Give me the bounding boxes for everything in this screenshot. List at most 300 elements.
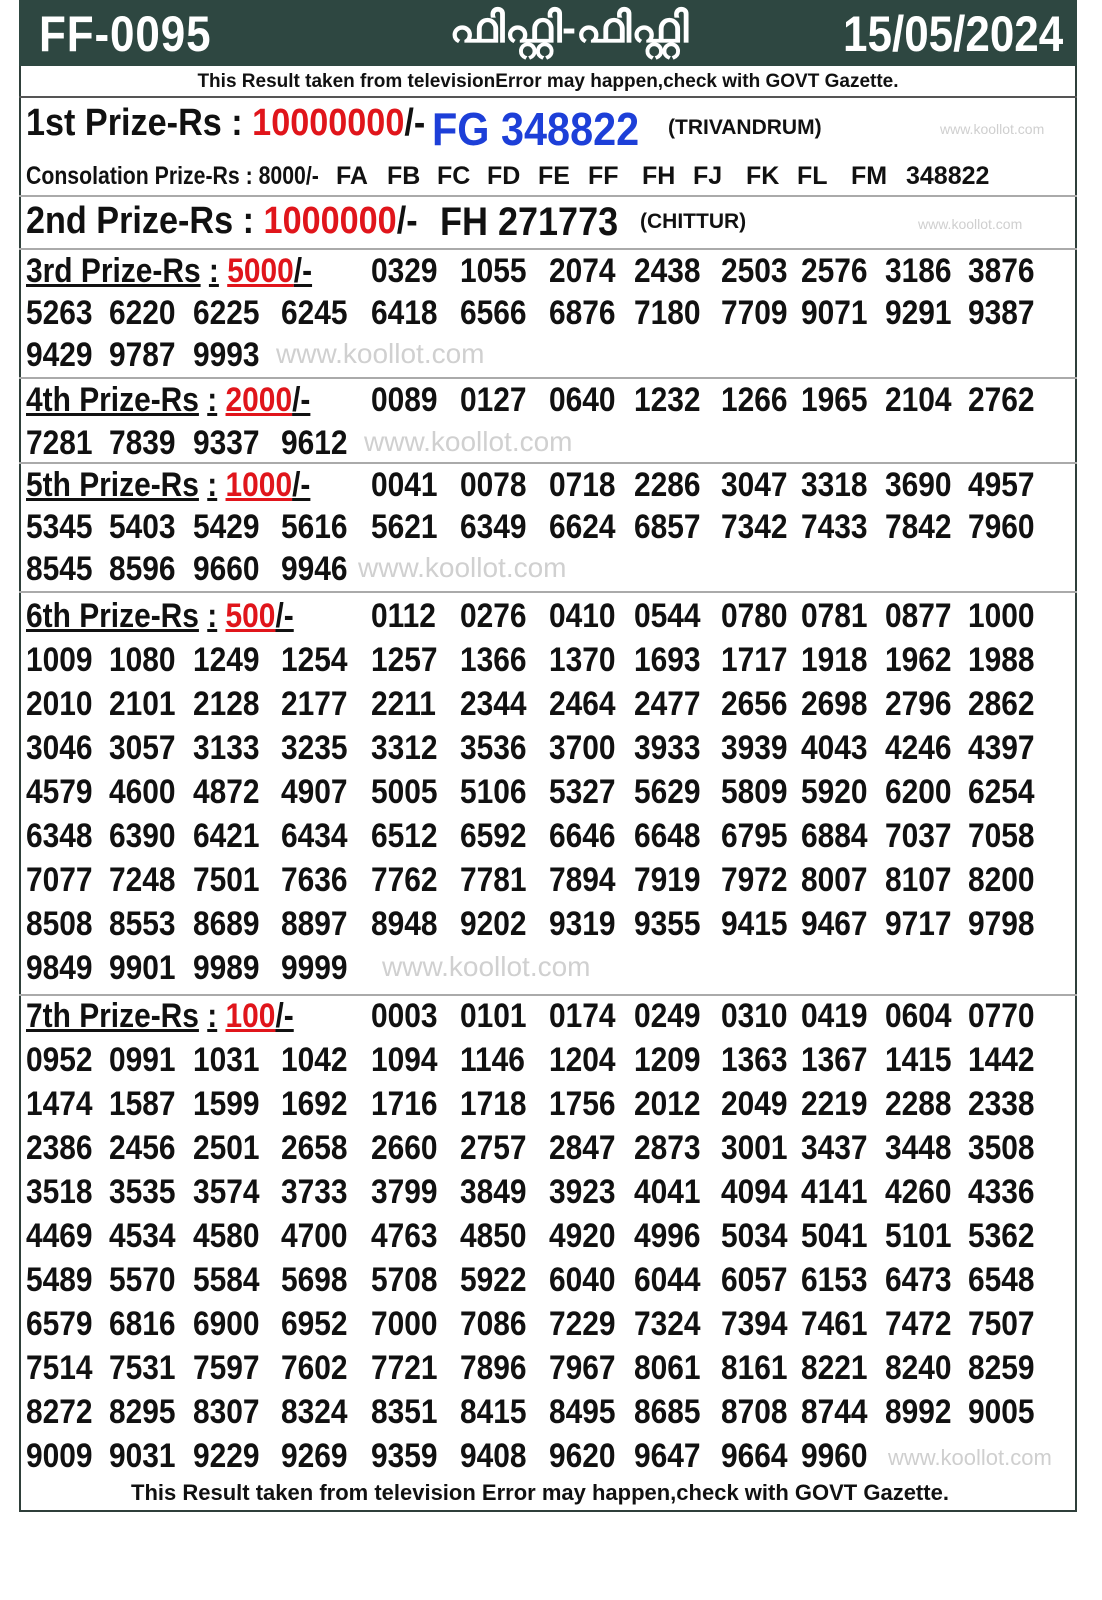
prize-label: 7th Prize-Rs : 100/- [26,997,294,1035]
ticket-number: 6566 [460,294,527,332]
ticket-number: 5584 [193,1261,260,1299]
ticket-number: 2288 [885,1085,952,1123]
ticket-number: 5922 [460,1261,527,1299]
ticket-number: 5570 [109,1261,176,1299]
ticket-number: 7501 [193,861,260,899]
ticket-number: 6057 [721,1261,788,1299]
ticket-number: 4534 [109,1217,176,1255]
ticket-number: 3318 [801,466,868,504]
ticket-number: 3235 [281,729,348,767]
disclaimer-top: This Result taken from televisionError may happen,check with GOVT Gazette. [19,66,1077,98]
consolation-series-item: FE [538,162,570,190]
ticket-number: 7781 [460,861,527,899]
ticket-number: 7762 [371,861,438,899]
ticket-number: 4996 [634,1217,701,1255]
ticket-number: 7058 [968,817,1035,855]
ticket-number: 2338 [968,1085,1035,1123]
ticket-number: 7597 [193,1349,260,1387]
ticket-number: 7248 [109,861,176,899]
ticket-number: 2211 [371,685,436,723]
ticket-number: 9660 [193,550,260,588]
second-prize-label [26,200,418,243]
first-prize-amount: 10000000 [252,102,405,144]
ticket-number: 3001 [721,1129,788,1167]
ticket-number: 1249 [193,641,260,679]
ticket-number: 1204 [549,1041,616,1079]
ticket-number: 9387 [968,294,1035,332]
ticket-number: 5629 [634,773,701,811]
ticket-number: 5327 [549,773,616,811]
ticket-number: 2101 [109,685,176,723]
ticket-number: 4094 [721,1173,788,1211]
ticket-number: 9202 [460,905,527,943]
ticket-number: 8240 [885,1349,952,1387]
ticket-number: 9071 [801,294,868,332]
ticket-number: 2438 [634,252,701,290]
ticket-number: 5621 [371,508,438,546]
ticket-number: 9999 [281,949,348,987]
ticket-number: 9946 [281,550,348,588]
ticket-number: 1692 [281,1085,348,1123]
ticket-number: 6220 [109,294,176,332]
ticket-number: 6418 [371,294,438,332]
ticket-number: 1000 [968,597,1035,635]
ticket-number: 8992 [885,1393,952,1431]
ticket-number: 2456 [109,1129,176,1167]
ticket-number: 0604 [885,997,952,1035]
ticket-number: 8689 [193,905,260,943]
ticket-number: 4872 [193,773,260,811]
ticket-number: 3849 [460,1173,527,1211]
ticket-number: 2286 [634,466,701,504]
ticket-number: 2698 [801,685,868,723]
ticket-number: 0770 [968,997,1035,1035]
second-prize-suffix: /- [396,200,418,242]
consolation-series-item: FL [797,162,828,190]
consolation-series-item: FH [642,162,676,190]
ticket-number: 1257 [371,641,438,679]
ticket-number: 2010 [26,685,93,723]
ticket-number: 7433 [801,508,868,546]
ticket-number: 9647 [634,1437,701,1475]
ticket-number: 2049 [721,1085,788,1123]
ticket-number: 8415 [460,1393,527,1431]
ticket-number: 4246 [885,729,952,767]
ticket-number: 3518 [26,1173,93,1211]
ticket-number: 6592 [460,817,527,855]
ticket-number: 5616 [281,508,348,546]
ticket-number: 1918 [801,641,868,679]
ticket-number: 7960 [968,508,1035,546]
ticket-number: 9960 [801,1437,868,1475]
ticket-number: 1442 [968,1041,1035,1079]
ticket-number: 3186 [885,252,952,290]
ticket-number: 9355 [634,905,701,943]
ticket-number: 0718 [549,466,616,504]
prize-label-text: 7th Prize-Rs [26,997,199,1035]
ticket-number: 1415 [885,1041,952,1079]
ticket-number: 7324 [634,1305,701,1343]
ticket-number: 8259 [968,1349,1035,1387]
ticket-number: 9009 [26,1437,93,1475]
watermark: www.koollot.com [382,951,591,982]
ticket-number: 3799 [371,1173,438,1211]
ticket-number: 0410 [549,597,616,635]
ticket-number: 3047 [721,466,788,504]
ticket-number: 4600 [109,773,176,811]
ticket-number: 5041 [801,1217,868,1255]
ticket-number: 7721 [371,1349,438,1387]
ticket-number: 5362 [968,1217,1035,1255]
ticket-number: 3923 [549,1173,616,1211]
ticket-number: 2873 [634,1129,701,1167]
divider [19,994,1077,996]
consolation-series-item: FK [746,162,780,190]
consolation-series-item: FB [387,162,421,190]
ticket-number: 9901 [109,949,176,987]
ticket-number: 9467 [801,905,868,943]
ticket-number: 9408 [460,1437,527,1475]
ticket-number: 7967 [549,1349,616,1387]
draw-code: FF-0095 [39,6,212,62]
watermark: www.koollot.com [364,426,573,457]
ticket-number: 3733 [281,1173,348,1211]
ticket-number: 8596 [109,550,176,588]
ticket-number: 6548 [968,1261,1035,1299]
ticket-number: 5106 [460,773,527,811]
ticket-number: 4907 [281,773,348,811]
ticket-number: 2660 [371,1129,438,1167]
ticket-number: 8351 [371,1393,438,1431]
ticket-number: 0310 [721,997,788,1035]
ticket-number: 7077 [26,861,93,899]
ticket-number: 6646 [549,817,616,855]
ticket-number: 1717 [721,641,788,679]
ticket-number: 9031 [109,1437,176,1475]
ticket-number: 4469 [26,1217,93,1255]
ticket-number: 2477 [634,685,701,723]
ticket-number: 3536 [460,729,527,767]
ticket-number: 4957 [968,466,1035,504]
ticket-number: 3939 [721,729,788,767]
ticket-number: 3312 [371,729,438,767]
ticket-number: 0112 [371,597,436,635]
ticket-number: 3574 [193,1173,260,1211]
ticket-number: 8200 [968,861,1035,899]
ticket-number: 9229 [193,1437,260,1475]
ticket-number: 4397 [968,729,1035,767]
ticket-number: 0127 [460,381,527,419]
ticket-number: 8508 [26,905,93,943]
ticket-number: 9989 [193,949,260,987]
ticket-number: 4260 [885,1173,952,1211]
ticket-number: 1599 [193,1085,260,1123]
ticket-number: 0174 [549,997,616,1035]
ticket-number: 7472 [885,1305,952,1343]
prize-label: 3rd Prize-Rs : 5000/- [26,252,313,290]
ticket-number: 2658 [281,1129,348,1167]
prize-label-text: 3rd Prize-Rs [26,252,201,290]
first-prize-label [26,102,425,145]
ticket-number: 7037 [885,817,952,855]
consolation-series-item: FD [487,162,521,190]
ticket-number: 0276 [460,597,527,635]
ticket-number: 2074 [549,252,616,290]
ticket-number: 7839 [109,424,176,462]
ticket-number: 1080 [109,641,176,679]
ticket-number: 2386 [26,1129,93,1167]
ticket-number: 6200 [885,773,952,811]
ticket-number: 0101 [460,997,527,1035]
watermark: www.koollot.com [918,216,1023,232]
prize-amount: 500 [225,597,276,635]
ticket-number: 3133 [193,729,260,767]
ticket-number: 1988 [968,641,1035,679]
ticket-number: 1232 [634,381,701,419]
ticket-number: 9664 [721,1437,788,1475]
ticket-number: 4850 [460,1217,527,1255]
ticket-number: 4041 [634,1173,701,1211]
ticket-number: 4336 [968,1173,1035,1211]
consolation-label: Consolation Prize-Rs : 8000/- [26,162,319,190]
ticket-number: 2503 [721,252,788,290]
ticket-number: 9612 [281,424,348,462]
ticket-number: 7461 [801,1305,868,1343]
ticket-number: 9291 [885,294,952,332]
ticket-number: 0041 [371,466,438,504]
ticket-number: 6884 [801,817,868,855]
ticket-number: 6153 [801,1261,868,1299]
ticket-number: 8553 [109,905,176,943]
divider [19,462,1077,464]
ticket-number: 2862 [968,685,1035,723]
ticket-number: 6348 [26,817,93,855]
prize-label-text: 5th Prize-Rs [26,466,199,504]
ticket-number: 6648 [634,817,701,855]
ticket-number: 8744 [801,1393,868,1431]
second-prize-location: (CHITTUR) [640,210,747,233]
ticket-number: 2464 [549,685,616,723]
ticket-number: 1366 [460,641,527,679]
ticket-number: 8061 [634,1349,701,1387]
ticket-number: 6040 [549,1261,616,1299]
ticket-number: 5034 [721,1217,788,1255]
ticket-number: 3933 [634,729,701,767]
ticket-number: 6816 [109,1305,176,1343]
ticket-number: 6254 [968,773,1035,811]
watermark: www.koollot.com [888,1445,1052,1470]
ticket-number: 2656 [721,685,788,723]
ticket-number: 8948 [371,905,438,943]
ticket-number: 7180 [634,294,701,332]
ticket-number: 6857 [634,508,701,546]
prize-amount: 100 [225,997,276,1035]
ticket-number: 6512 [371,817,438,855]
ticket-number: 3508 [968,1129,1035,1167]
ticket-number: 1363 [721,1041,788,1079]
consolation-number: 348822 [906,162,990,190]
prize-label: 4th Prize-Rs : 2000/- [26,381,311,419]
ticket-number: 8545 [26,550,93,588]
ticket-number: 9787 [109,336,176,374]
ticket-number: 6795 [721,817,788,855]
second-prize-ticket: FH 271773 [440,200,619,244]
ticket-number: 5429 [193,508,260,546]
ticket-number: 4043 [801,729,868,767]
consolation-series-item: FA [336,162,368,190]
ticket-number: 2501 [193,1129,260,1167]
ticket-number: 1266 [721,381,788,419]
ticket-number: 0329 [371,252,438,290]
ticket-number: 0419 [801,997,868,1035]
ticket-number: 9337 [193,424,260,462]
ticket-number: 8007 [801,861,868,899]
ticket-number: 3876 [968,252,1035,290]
ticket-number: 4700 [281,1217,348,1255]
ticket-number: 2762 [968,381,1035,419]
ticket-number: 2104 [885,381,952,419]
ticket-number: 1370 [549,641,616,679]
ticket-number: 8897 [281,905,348,943]
ticket-number: 0781 [801,597,868,635]
ticket-number: 9415 [721,905,788,943]
first-prize-ticket: FG 348822 [432,103,640,155]
ticket-number: 7531 [109,1349,176,1387]
ticket-number: 9620 [549,1437,616,1475]
ticket-number: 1094 [371,1041,438,1079]
prize-label: 5th Prize-Rs : 1000/- [26,466,311,504]
ticket-number: 2177 [281,685,348,723]
ticket-number: 7919 [634,861,701,899]
ticket-number: 2344 [460,685,527,723]
ticket-number: 8272 [26,1393,93,1431]
ticket-number: 7709 [721,294,788,332]
first-prize-location: (TRIVANDRUM) [668,116,822,139]
ticket-number: 2576 [801,252,868,290]
ticket-number: 4141 [801,1173,868,1211]
ticket-number: 6225 [193,294,260,332]
disclaimer-bottom: This Result taken from television Error may happen,check with GOVT Gazette. [131,1480,949,1505]
ticket-number: 6434 [281,817,348,855]
ticket-number: 0877 [885,597,952,635]
ticket-number: 3046 [26,729,93,767]
ticket-number: 5489 [26,1261,93,1299]
ticket-number: 1693 [634,641,701,679]
ticket-number: 1718 [460,1085,527,1123]
ticket-number: 8685 [634,1393,701,1431]
ticket-number: 0991 [109,1041,176,1079]
ticket-number: 0952 [26,1041,93,1079]
ticket-number: 9717 [885,905,952,943]
ticket-number: 8161 [721,1349,788,1387]
ticket-number: 1962 [885,641,952,679]
ticket-number: 6349 [460,508,527,546]
consolation-series-item: FM [851,162,888,190]
second-prize-amount: 1000000 [263,200,397,242]
ticket-number: 8324 [281,1393,348,1431]
ticket-number: 7514 [26,1349,93,1387]
ticket-number: 7394 [721,1305,788,1343]
ticket-number: 8307 [193,1393,260,1431]
ticket-number: 8708 [721,1393,788,1431]
ticket-number: 9429 [26,336,93,374]
consolation-series-item: FF [588,162,619,190]
lottery-name: ഫിഫ്റ്റി-ഫിഫ്റ്റി [449,4,689,51]
first-prize-suffix: /- [404,102,426,144]
ticket-number: 7972 [721,861,788,899]
ticket-number: 1474 [26,1085,93,1123]
ticket-number: 6421 [193,817,260,855]
ticket-number: 9798 [968,905,1035,943]
prize-label-text: 4th Prize-Rs [26,381,199,419]
ticket-number: 0249 [634,997,701,1035]
ticket-number: 6473 [885,1261,952,1299]
ticket-number: 0780 [721,597,788,635]
divider [19,248,1077,250]
ticket-number: 6876 [549,294,616,332]
watermark: www.koollot.com [276,338,485,369]
draw-date: 15/05/2024 [842,6,1063,62]
ticket-number: 1965 [801,381,868,419]
ticket-number: 8295 [109,1393,176,1431]
ticket-number: 7507 [968,1305,1035,1343]
ticket-number: 1209 [634,1041,701,1079]
ticket-number: 5263 [26,294,93,332]
prize-label: 6th Prize-Rs : 500/- [26,597,294,635]
ticket-number: 1009 [26,641,93,679]
ticket-number: 3690 [885,466,952,504]
ticket-number: 2796 [885,685,952,723]
ticket-number: 7842 [885,508,952,546]
ticket-number: 1031 [193,1041,260,1079]
ticket-number: 7602 [281,1349,348,1387]
ticket-number: 4580 [193,1217,260,1255]
ticket-number: 5920 [801,773,868,811]
ticket-number: 2012 [634,1085,701,1123]
ticket-number: 3535 [109,1173,176,1211]
ticket-number: 6624 [549,508,616,546]
ticket-number: 0089 [371,381,438,419]
ticket-number: 7281 [26,424,93,462]
ticket-number: 0640 [549,381,616,419]
ticket-number: 1716 [371,1085,438,1123]
ticket-number: 7896 [460,1349,527,1387]
divider [19,591,1077,593]
ticket-number: 6044 [634,1261,701,1299]
ticket-number: 9849 [26,949,93,987]
ticket-number: 0544 [634,597,701,635]
ticket-number: 0078 [460,466,527,504]
ticket-number: 7086 [460,1305,527,1343]
ticket-number: 9993 [193,336,260,374]
ticket-number: 3057 [109,729,176,767]
ticket-number: 7000 [371,1305,438,1343]
divider [19,377,1077,379]
prize-amount: 1000 [225,466,293,504]
ticket-number: 1756 [549,1085,616,1123]
ticket-number: 0003 [371,997,438,1035]
ticket-number: 9359 [371,1437,438,1475]
ticket-number: 7342 [721,508,788,546]
ticket-number: 7636 [281,861,348,899]
ticket-number: 1587 [109,1085,176,1123]
ticket-number: 4763 [371,1217,438,1255]
ticket-number: 6900 [193,1305,260,1343]
ticket-number: 5005 [371,773,438,811]
ticket-number: 5698 [281,1261,348,1299]
ticket-number: 1042 [281,1041,348,1079]
ticket-number: 3448 [885,1129,952,1167]
